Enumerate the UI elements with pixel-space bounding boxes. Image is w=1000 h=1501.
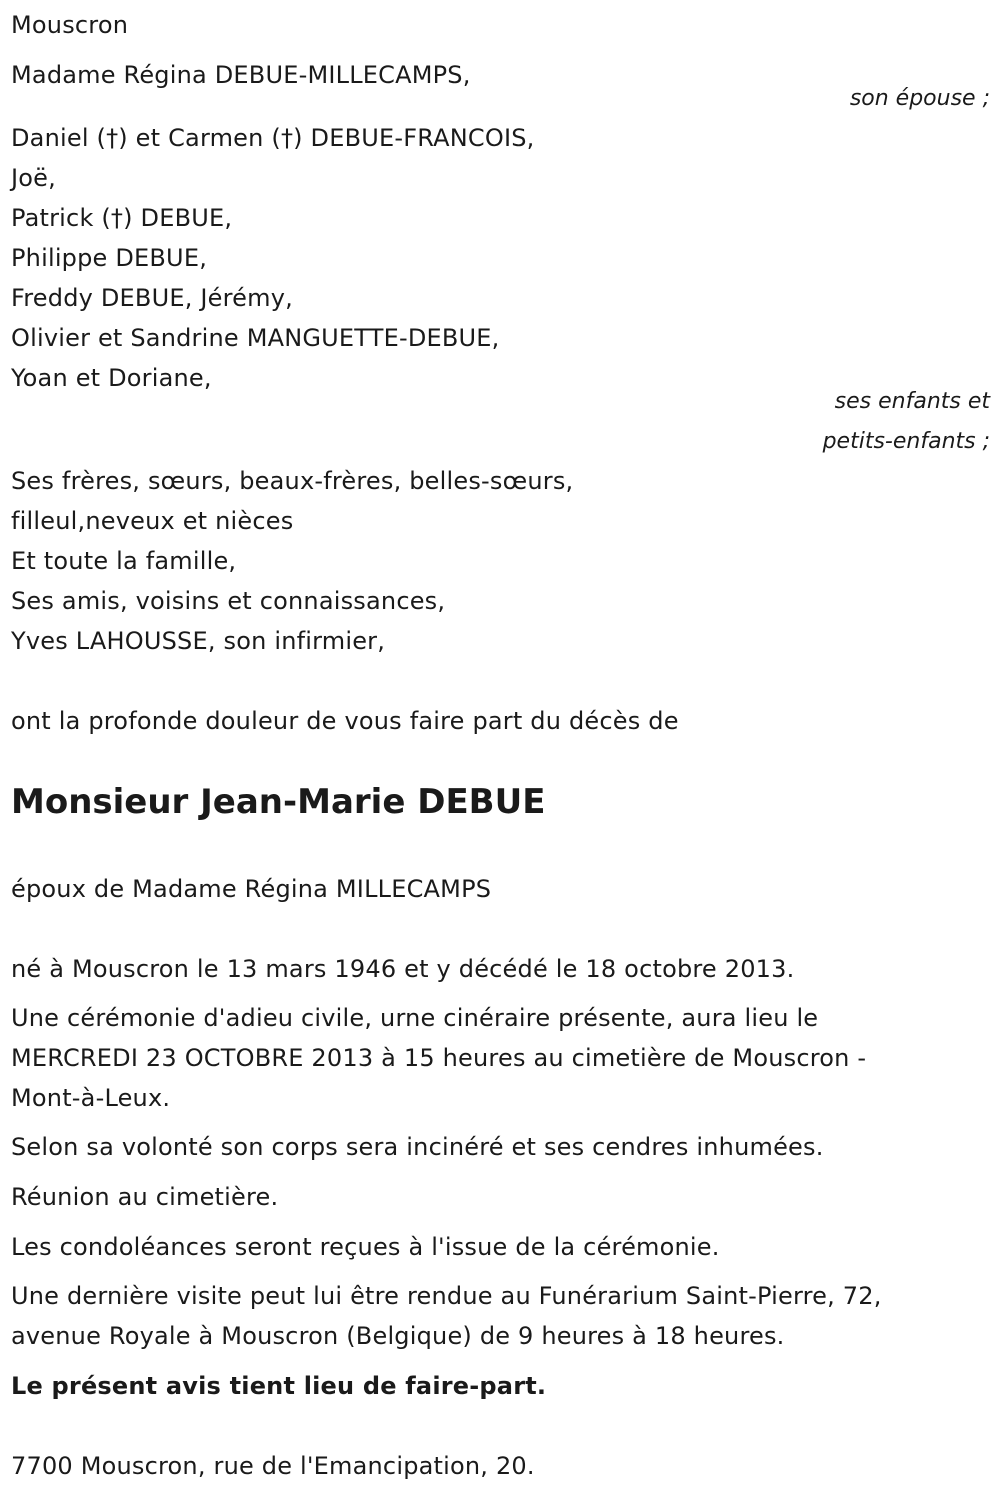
birth-death: né à Mouscron le 13 mars 1946 et y décédé le 18 octobre 2013. (11, 955, 795, 983)
spouse-relation: son épouse ; (849, 86, 990, 111)
family-line: Ses frères, sœurs, beaux-frères, belles-sœurs, (11, 467, 574, 495)
ceremony-line: Mont-à-Leux. (11, 1084, 171, 1112)
ceremony-line: MERCREDI 23 OCTOBRE 2013 à 15 heures au cimetière de Mouscron - (11, 1044, 867, 1072)
visit-line: Une dernière visite peut lui être rendue au Funérarium Saint-Pierre, 72, (11, 1282, 882, 1310)
child-line: Joë, (11, 164, 56, 192)
cremation: Selon sa volonté son corps sera incinéré et ses cendres inhumées. (11, 1133, 824, 1161)
ceremony-line: Une cérémonie d'adieu civile, urne cinéraire présente, aura lieu le (11, 1004, 819, 1032)
child-line: Philippe DEBUE, (11, 244, 208, 272)
family-line: Ses amis, voisins et connaissances, (11, 587, 446, 615)
children-relation: ses enfants et (834, 389, 990, 414)
child-line: Freddy DEBUE, Jérémy, (11, 284, 293, 312)
family-line: Et toute la famille, (11, 547, 237, 575)
child-line: Yoan et Doriane, (11, 364, 212, 392)
child-line: Patrick (†) DEBUE, (11, 204, 233, 232)
child-line: Olivier et Sandrine MANGUETTE-DEBUE, (11, 324, 500, 352)
reunion: Réunion au cimetière. (11, 1183, 279, 1211)
condolences: Les condoléances seront reçues à l'issue de la cérémonie. (11, 1233, 720, 1261)
child-line: Daniel (†) et Carmen (†) DEBUE-FRANCOIS, (11, 124, 535, 152)
address: 7700 Mouscron, rue de l'Emancipation, 20. (11, 1452, 535, 1480)
notice-statement: Le présent avis tient lieu de faire-part. (11, 1372, 547, 1400)
city-heading: Mouscron (11, 11, 129, 39)
family-line: Yves LAHOUSSE, son infirmier, (11, 627, 386, 655)
announcement: ont la profonde douleur de vous faire part du décès de (11, 707, 679, 735)
children-relation: petits-enfants ; (822, 429, 990, 454)
visit-line: avenue Royale à Mouscron (Belgique) de 9 heures à 18 heures. (11, 1322, 785, 1350)
deceased-name: Monsieur Jean-Marie DEBUE (11, 782, 546, 822)
spouse-of: époux de Madame Régina MILLECAMPS (11, 875, 492, 903)
family-line: filleul,neveux et nièces (11, 507, 294, 535)
spouse-name: Madame Régina DEBUE-MILLECAMPS, (11, 61, 471, 89)
